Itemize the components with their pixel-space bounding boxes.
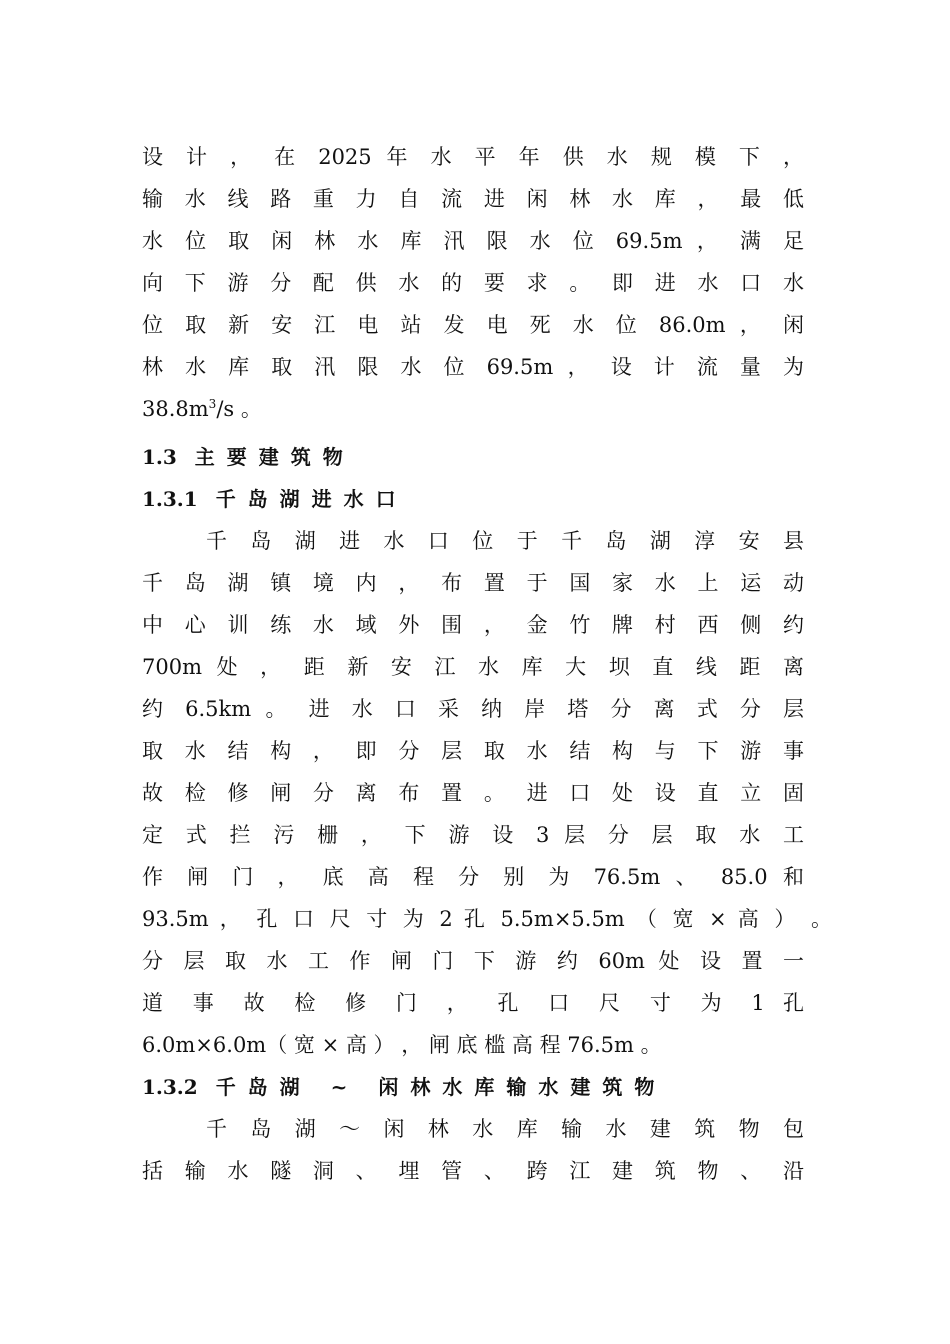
para2-line-3: 中 心 训 练 水 域 外 围 ， 金 竹 牌 村 西 侧 约 <box>142 613 804 637</box>
section-heading-1-3-2 <box>142 1067 666 1107</box>
para2-line-6: 取 水 结 构 ， 即 分 层 取 水 结 构 与 下 游 事 <box>142 739 804 763</box>
section-number: 1.3.1 <box>142 487 198 511</box>
section-heading-1-3-1 <box>142 479 408 519</box>
section-title: 千岛湖进水口 <box>215 487 408 511</box>
para1-line-1: 设 计 ， 在 2025 年 水 平 年 供 水 规 模 下 ， <box>142 145 804 169</box>
flow-unit-tail: /s 。 <box>216 397 262 421</box>
para2-line-8: 定 式 拦 污 栅 ， 下 游 设 3 层 分 层 取 水 工 <box>142 823 804 847</box>
para1-line-2: 输 水 线 路 重 力 自 流 进 闲 林 水 库 ， 最 低 <box>142 187 804 211</box>
para1-line-5: 位 取 新 安 江 电 站 发 电 死 水 位 86.0m ， 闲 <box>142 313 804 337</box>
section-title: 主要建筑物 <box>194 445 355 469</box>
section-number: 1.3.2 <box>142 1075 198 1099</box>
para2-line-13: 6.0m×6.0m（ 宽 × 高 ） ， 闸 底 槛 高 程 76.5m 。 <box>142 1033 662 1057</box>
para2-line-12: 道 事 故 检 修 门 ， 孔 口 尺 寸 为 1 孔 <box>142 991 804 1015</box>
para1-line-4: 向 下 游 分 配 供 水 的 要 求 。 即 进 水 口 水 <box>142 271 804 295</box>
para3-line-2: 括 输 水 隧 洞 、 埋 管 、 跨 江 建 筑 物 、 沿 <box>142 1159 804 1183</box>
para1-line-7 <box>142 388 804 430</box>
para2-line-7: 故 检 修 闸 分 离 布 置 。 进 口 处 设 直 立 固 <box>142 781 804 805</box>
para1-line-6: 林 水 库 取 汛 限 水 位 69.5m ， 设 计 流 量 为 <box>142 355 804 379</box>
para2-line-5: 约 6.5km 。 进 水 口 采 纳 岸 塔 分 离 式 分 层 <box>142 697 804 721</box>
para2-line-1: 千 岛 湖 进 水 口 位 于 千 岛 湖 淳 安 县 <box>206 529 804 553</box>
para2-line-2: 千 岛 湖 镇 境 内 ， 布 置 于 国 家 水 上 运 动 <box>142 571 804 595</box>
section-heading-1-3 <box>142 437 355 477</box>
para2-line-4: 700m 处 ， 距 新 安 江 水 库 大 坝 直 线 距 离 <box>142 655 804 679</box>
para2-line-9: 作 闸 门 ， 底 高 程 分 别 为 76.5m 、 85.0 和 <box>142 865 804 889</box>
section-title: 千岛湖 ~ 闲林水库输水建筑物 <box>215 1075 667 1099</box>
para2-line-11: 分 层 取 水 工 作 闸 门 下 游 约 60m 处 设 置 一 <box>142 949 804 973</box>
flow-unit-superscript: 3 <box>208 397 217 411</box>
para3-line-1: 千 岛 湖 ～ 闲 林 水 库 输 水 建 筑 物 包 <box>206 1117 804 1141</box>
para1-line-3: 水 位 取 闲 林 水 库 汛 限 水 位 69.5m ， 满 足 <box>142 229 804 253</box>
section-number: 1.3 <box>142 445 177 469</box>
para2-line-10: 93.5m ， 孔 口 尺 寸 为 2 孔 5.5m×5.5m （ 宽 × 高 ） 。 <box>142 907 832 931</box>
flow-value: 38.8m <box>142 397 209 421</box>
